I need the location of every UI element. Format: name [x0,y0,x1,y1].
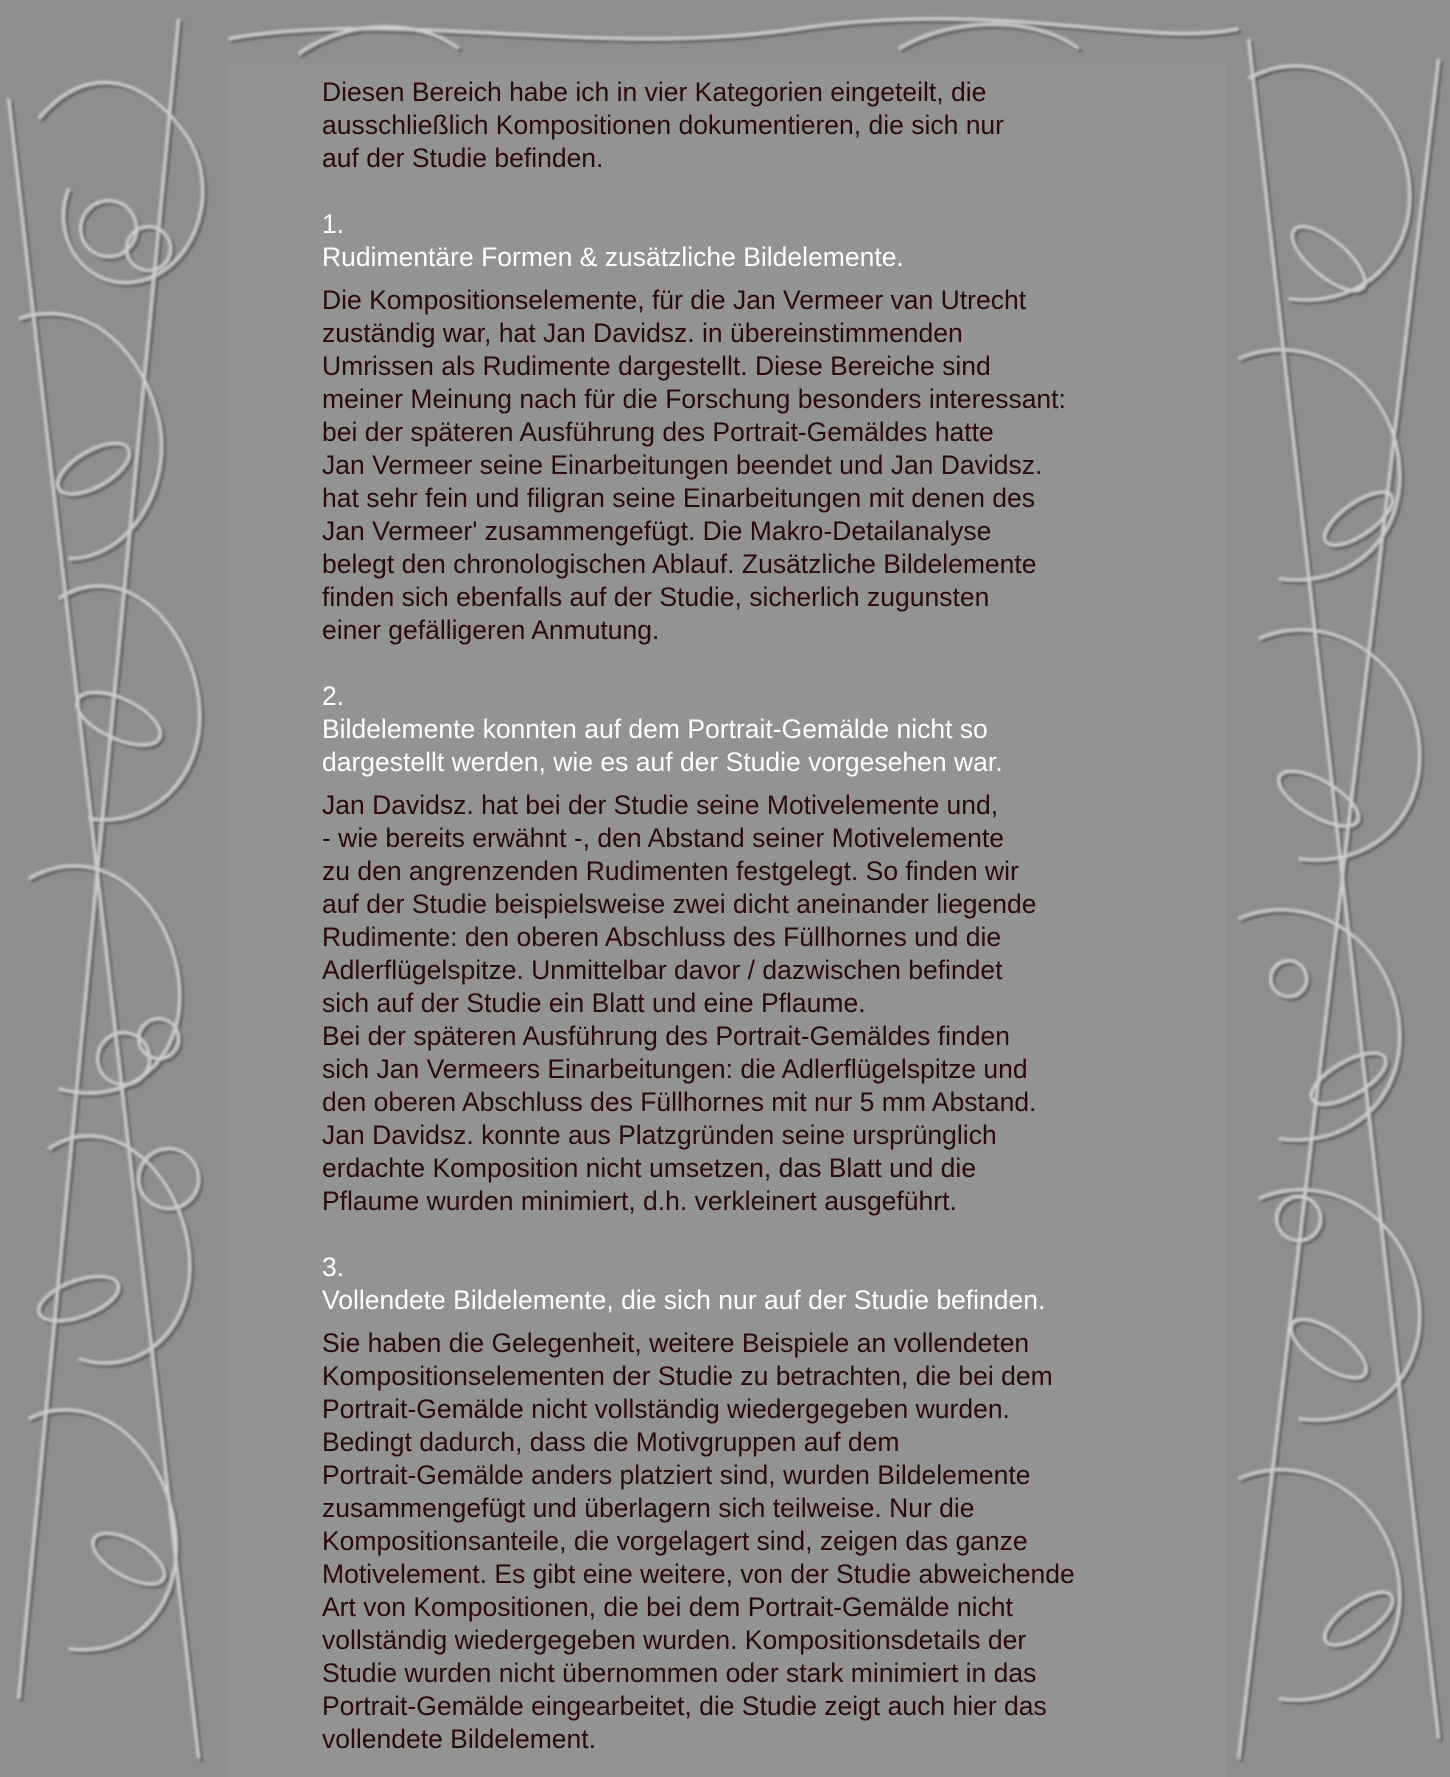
body-line: Rudimente: den oberen Abschluss des Füllhornes und die [322,922,1002,952]
section-heading: Rudimentäre Formen & zusätzliche Bildelemente. [322,242,904,272]
body-line: Umrissen als Rudimente dargestellt. Diese Bereiche sind [322,351,991,381]
body-line: Portrait-Gemälde eingearbeitet, die Studie zeigt auch hier das [322,1691,1047,1721]
body-line: meiner Meinung nach für die Forschung besonders interessant: [322,384,1066,414]
body-line: Portrait-Gemälde anders platziert sind, wurden Bildelemente [322,1460,1031,1490]
body-line: zuständig war, hat Jan Davidsz. in übereinstimmenden [322,318,963,348]
body-line: Portrait-Gemälde nicht vollständig wiedergegeben wurden. [322,1394,1010,1424]
intro-paragraph [322,76,1202,175]
section-number: 3. [322,1252,345,1282]
section-heading: Bildelemente konnten auf dem Portrait-Gemälde nicht so [322,714,988,744]
body-line: Art von Kompositionen, die bei dem Portrait-Gemälde nicht [322,1592,1013,1622]
body-line: belegt den chronologischen Ablauf. Zusätzliche Bildelemente [322,549,1037,579]
body-line: Pflaume wurden minimiert, d.h. verkleinert ausgeführt. [322,1186,957,1216]
body-line: Studie wurden nicht übernommen oder stark minimiert in das [322,1658,1037,1688]
section-heading-line-2: dargestellt werden, wie es auf der Studie vorgesehen war. [322,747,1003,777]
body-line: Kompositionselementen der Studie zu betrachten, die bei dem [322,1361,1053,1391]
article-content [322,76,1202,1756]
section-number: 1. [322,209,345,239]
intro-line: Diesen Bereich habe ich in vier Kategorien eingeteilt, die [322,77,987,107]
body-line: Motivelement. Es gibt eine weitere, von der Studie abweichende [322,1559,1075,1589]
body-line: Jan Davidsz. konnte aus Platzgründen seine ursprünglich [322,1120,997,1150]
section-heading: Vollendete Bildelemente, die sich nur auf der Studie befinden. [322,1285,1046,1315]
body-line: zu den angrenzenden Rudimenten festgelegt. So finden wir [322,856,1019,886]
section-3 [322,1251,1202,1756]
body-line: einer gefälligeren Anmutung. [322,615,660,645]
body-line: vollständig wiedergegeben wurden. Kompositionsdetails der [322,1625,1027,1655]
body-line: den oberen Abschluss des Füllhornes mit nur 5 mm Abstand. [322,1087,1037,1117]
section-2 [322,680,1202,1218]
body-line: Die Kompositionselemente, für die Jan Vermeer van Utrecht [322,285,1027,315]
body-line: Bedingt dadurch, dass die Motivgruppen auf dem [322,1427,900,1457]
intro-line: auf der Studie befinden. [322,143,604,173]
body-line: hat sehr fein und filigran seine Einarbeitungen mit denen des [322,483,1036,513]
body-line: auf der Studie beispielsweise zwei dicht aneinander liegende [322,889,1037,919]
body-line: Sie haben die Gelegenheit, weitere Beispiele an vollendeten [322,1328,1030,1358]
section-1 [322,208,1202,647]
body-line: sich auf der Studie ein Blatt und eine Pflaume. [322,988,866,1018]
body-line: Jan Vermeer' zusammengefügt. Die Makro-Detailanalyse [322,516,992,546]
body-line: - wie bereits erwähnt -, den Abstand seiner Motivelemente [322,823,1004,853]
body-line: bei der späteren Ausführung des Portrait-Gemäldes hatte [322,417,994,447]
body-line: Adlerflügelspitze. Unmittelbar davor / dazwischen befindet [322,955,1003,985]
body-line: zusammengefügt und überlagern sich teilweise. Nur die [322,1493,975,1523]
body-line: finden sich ebenfalls auf der Studie, sicherlich zugunsten [322,582,990,612]
section-number: 2. [322,681,345,711]
body-line: Jan Vermeer seine Einarbeitungen beendet und Jan Davidsz. [322,450,1043,480]
body-line: Bei der späteren Ausführung des Portrait-Gemäldes finden [322,1021,1010,1051]
body-line: erdachte Komposition nicht umsetzen, das Blatt und die [322,1153,977,1183]
body-line: Kompositionsanteile, die vorgelagert sind, zeigen das ganze [322,1526,1028,1556]
intro-line: ausschließlich Kompositionen dokumentieren, die sich nur [322,110,1004,140]
body-line: Jan Davidsz. hat bei der Studie seine Motivelemente und, [322,790,999,820]
body-line: sich Jan Vermeers Einarbeitungen: die Adlerflügelspitze und [322,1054,1028,1084]
body-line: vollendete Bildelement. [322,1724,597,1754]
